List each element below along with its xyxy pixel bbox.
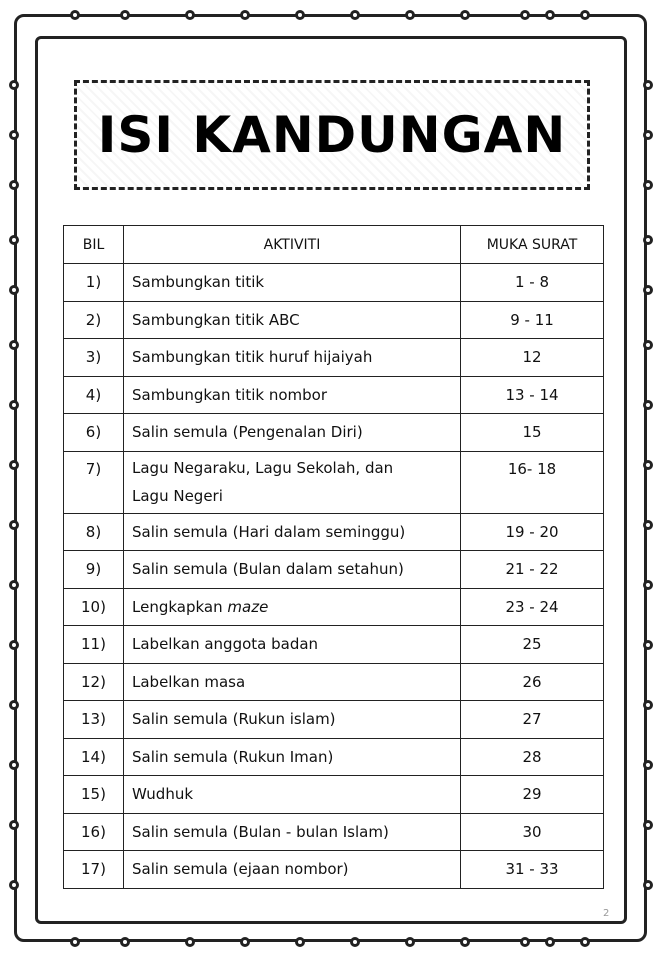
row-aktiviti-italic: maze bbox=[227, 597, 269, 616]
border-loop bbox=[120, 10, 130, 20]
border-loop bbox=[9, 700, 19, 710]
border-loop bbox=[9, 820, 19, 830]
row-muka-surat: 31 - 33 bbox=[461, 851, 604, 889]
border-loop bbox=[295, 10, 305, 20]
border-loop bbox=[9, 235, 19, 245]
table-row bbox=[64, 663, 604, 701]
border-loop bbox=[240, 937, 250, 947]
row-bil: 17) bbox=[64, 851, 124, 889]
border-loop bbox=[9, 460, 19, 470]
border-loop bbox=[9, 760, 19, 770]
header-bil: BIL bbox=[64, 226, 124, 264]
border-loop bbox=[643, 235, 653, 245]
row-muka-surat: 27 bbox=[461, 701, 604, 739]
table-row bbox=[64, 339, 604, 377]
border-loop bbox=[643, 340, 653, 350]
page-title: ISI KANDUNGAN bbox=[97, 106, 567, 164]
border-loop bbox=[643, 820, 653, 830]
border-loop bbox=[545, 10, 555, 20]
table-row bbox=[64, 301, 604, 339]
border-loop bbox=[460, 937, 470, 947]
header-aktiviti: AKTIVITI bbox=[124, 226, 461, 264]
row-muka-surat: 29 bbox=[461, 776, 604, 814]
table-header-row bbox=[64, 226, 604, 264]
table-row bbox=[64, 513, 604, 551]
border-loop bbox=[643, 130, 653, 140]
table-row bbox=[64, 551, 604, 589]
row-bil: 13) bbox=[64, 701, 124, 739]
border-loop bbox=[9, 285, 19, 295]
table-row bbox=[64, 264, 604, 302]
row-bil: 11) bbox=[64, 626, 124, 664]
border-loop bbox=[643, 880, 653, 890]
page-number: 2 bbox=[603, 908, 610, 919]
row-aktiviti: Salin semula (ejaan nombor) bbox=[124, 851, 461, 889]
row-aktiviti-line1: Lagu Negaraku, Lagu Sekolah, dan bbox=[132, 459, 394, 477]
border-loop bbox=[350, 937, 360, 947]
row-bil: 4) bbox=[64, 376, 124, 414]
border-loop bbox=[9, 130, 19, 140]
row-bil: 2) bbox=[64, 301, 124, 339]
row-bil: 15) bbox=[64, 776, 124, 814]
row-bil: 3) bbox=[64, 339, 124, 377]
border-loop bbox=[9, 640, 19, 650]
border-loop bbox=[120, 937, 130, 947]
border-loop bbox=[643, 640, 653, 650]
table-row bbox=[64, 588, 604, 626]
title-box bbox=[74, 80, 590, 190]
border-loop bbox=[643, 760, 653, 770]
border-loop bbox=[405, 937, 415, 947]
border-loop bbox=[580, 937, 590, 947]
border-loop bbox=[185, 937, 195, 947]
row-aktiviti: Salin semula (Pengenalan Diri) bbox=[124, 414, 461, 452]
border-loop bbox=[405, 10, 415, 20]
row-aktiviti: Salin semula (Rukun Iman) bbox=[124, 738, 461, 776]
table-row bbox=[64, 851, 604, 889]
border-loop bbox=[9, 180, 19, 190]
border-loop bbox=[643, 580, 653, 590]
border-loop bbox=[70, 10, 80, 20]
row-aktiviti bbox=[124, 588, 461, 626]
border-loop bbox=[9, 580, 19, 590]
table-row bbox=[64, 376, 604, 414]
border-loop bbox=[643, 460, 653, 470]
border-loop bbox=[520, 10, 530, 20]
row-bil: 8) bbox=[64, 513, 124, 551]
row-aktiviti-text: Lengkapkan bbox=[132, 597, 223, 616]
row-muka-surat: 1 - 8 bbox=[461, 264, 604, 302]
border-loop bbox=[460, 10, 470, 20]
row-muka-surat: 28 bbox=[461, 738, 604, 776]
table-row bbox=[64, 414, 604, 452]
row-muka-surat: 13 - 14 bbox=[461, 376, 604, 414]
row-aktiviti: Labelkan masa bbox=[124, 663, 461, 701]
row-muka-surat: 15 bbox=[461, 414, 604, 452]
table-row bbox=[64, 626, 604, 664]
table-row bbox=[64, 813, 604, 851]
border-loop bbox=[240, 10, 250, 20]
row-aktiviti: Salin semula (Bulan - bulan Islam) bbox=[124, 813, 461, 851]
row-bil: 6) bbox=[64, 414, 124, 452]
row-muka-surat: 25 bbox=[461, 626, 604, 664]
row-aktiviti: Sambungkan titik ABC bbox=[124, 301, 461, 339]
row-aktiviti: Salin semula (Rukun islam) bbox=[124, 701, 461, 739]
row-aktiviti: Salin semula (Hari dalam seminggu) bbox=[124, 513, 461, 551]
row-muka-surat: 30 bbox=[461, 813, 604, 851]
border-loop bbox=[520, 937, 530, 947]
row-aktiviti: Sambungkan titik nombor bbox=[124, 376, 461, 414]
row-bil: 9) bbox=[64, 551, 124, 589]
border-loop bbox=[9, 80, 19, 90]
row-bil: 12) bbox=[64, 663, 124, 701]
row-muka-surat: 19 - 20 bbox=[461, 513, 604, 551]
border-loop bbox=[9, 340, 19, 350]
row-bil: 16) bbox=[64, 813, 124, 851]
row-muka-surat: 12 bbox=[461, 339, 604, 377]
row-muka-surat: 9 - 11 bbox=[461, 301, 604, 339]
border-loop bbox=[643, 180, 653, 190]
header-muka-surat: MUKA SURAT bbox=[461, 226, 604, 264]
border-loop bbox=[643, 285, 653, 295]
border-loop bbox=[643, 80, 653, 90]
row-aktiviti: Sambungkan titik huruf hijaiyah bbox=[124, 339, 461, 377]
row-aktiviti: Wudhuk bbox=[124, 776, 461, 814]
table-row bbox=[64, 738, 604, 776]
table-row bbox=[64, 776, 604, 814]
row-aktiviti-line2: Lagu Negeri bbox=[132, 487, 223, 505]
row-muka-surat: 26 bbox=[461, 663, 604, 701]
border-loop bbox=[185, 10, 195, 20]
row-bil: 1) bbox=[64, 264, 124, 302]
row-bil: 14) bbox=[64, 738, 124, 776]
border-loop bbox=[580, 10, 590, 20]
row-muka-surat: 21 - 22 bbox=[461, 551, 604, 589]
border-loop bbox=[545, 937, 555, 947]
border-loop bbox=[70, 937, 80, 947]
border-loop bbox=[295, 937, 305, 947]
border-loop bbox=[643, 700, 653, 710]
row-muka-surat: 16- 18 bbox=[461, 451, 604, 513]
row-aktiviti: Sambungkan titik bbox=[124, 264, 461, 302]
table-row bbox=[64, 701, 604, 739]
row-bil: 10) bbox=[64, 588, 124, 626]
border-loop bbox=[9, 880, 19, 890]
row-muka-surat: 23 - 24 bbox=[461, 588, 604, 626]
table-row bbox=[64, 451, 604, 513]
contents-table bbox=[63, 225, 604, 889]
row-aktiviti bbox=[124, 451, 461, 513]
border-loop bbox=[643, 520, 653, 530]
border-loop bbox=[9, 520, 19, 530]
border-loop bbox=[350, 10, 360, 20]
border-loop bbox=[643, 400, 653, 410]
row-aktiviti: Salin semula (Bulan dalam setahun) bbox=[124, 551, 461, 589]
border-loop bbox=[9, 400, 19, 410]
row-aktiviti: Labelkan anggota badan bbox=[124, 626, 461, 664]
row-bil: 7) bbox=[64, 451, 124, 513]
